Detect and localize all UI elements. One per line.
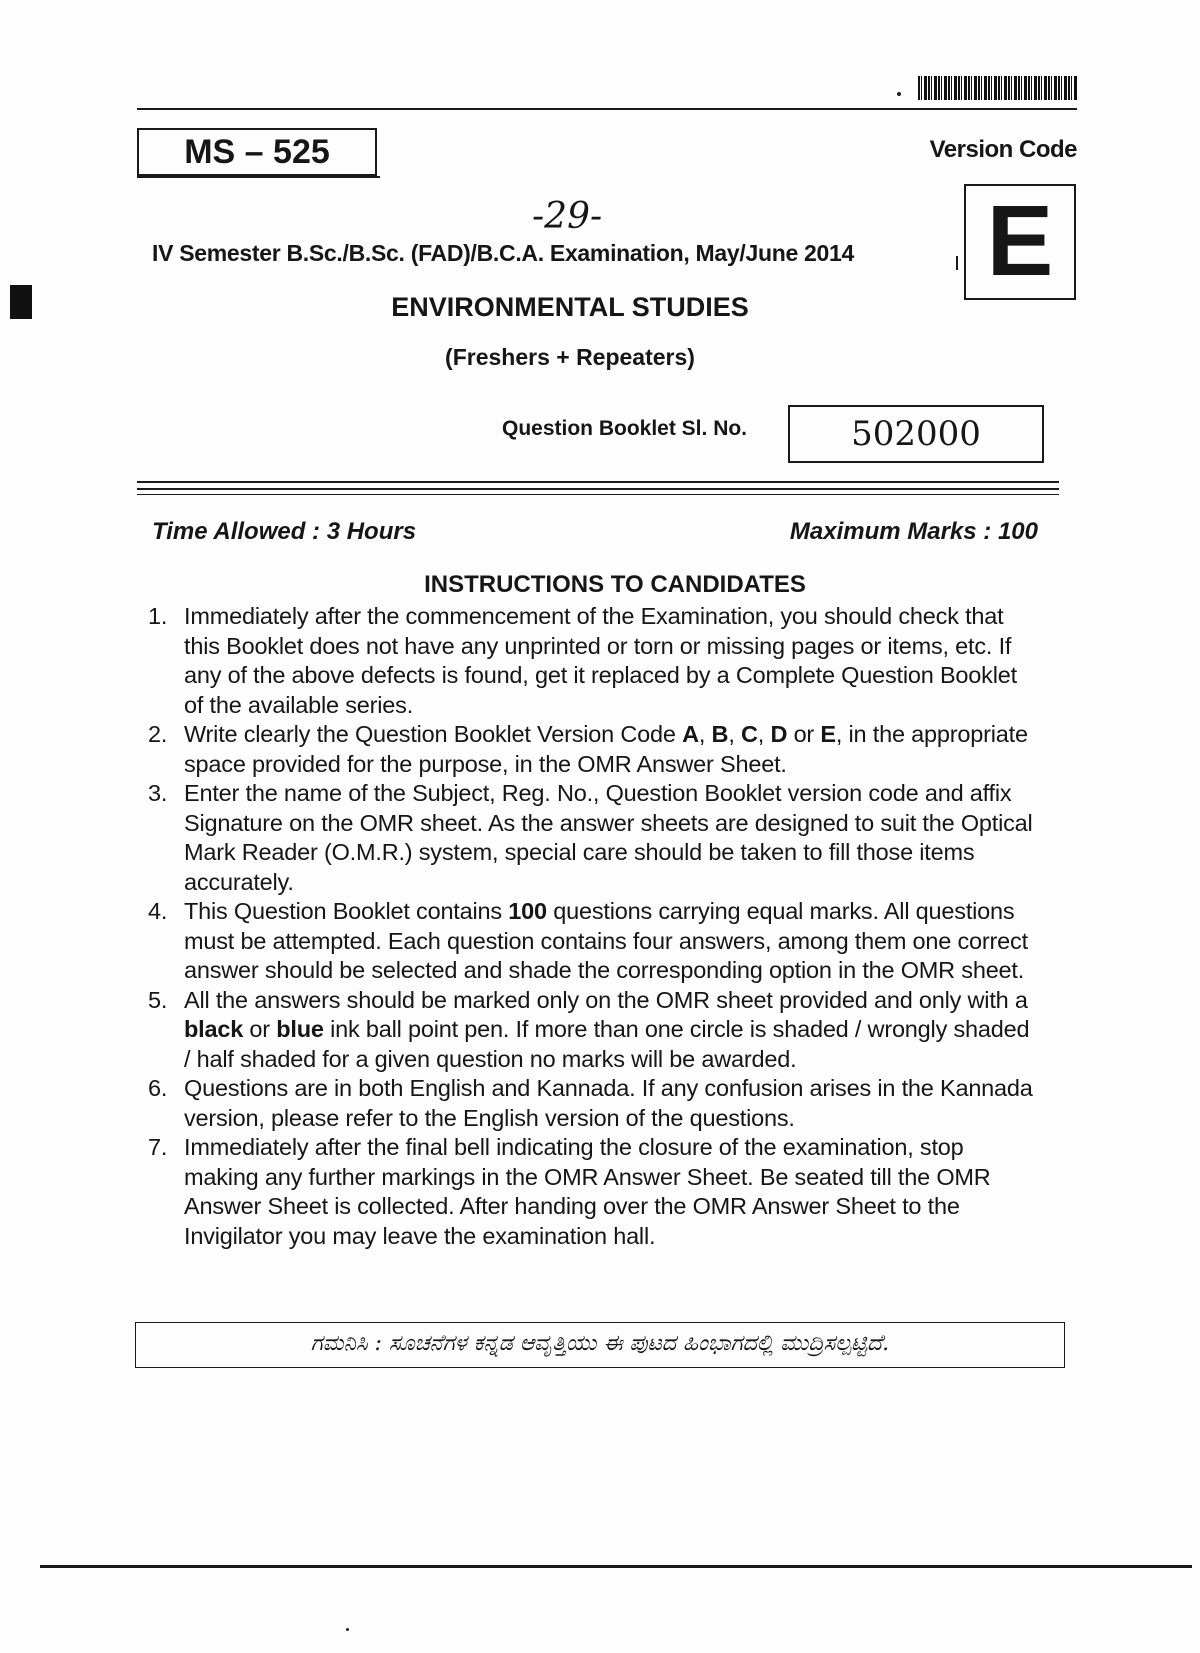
double-rule-bottom: [137, 488, 1059, 490]
instruction-item: [140, 897, 1040, 986]
ink-blue: blue: [276, 1016, 324, 1042]
version-option-d: D: [770, 721, 788, 747]
version-code-box: [964, 184, 1076, 300]
version-code-label: Version Code: [929, 136, 1077, 163]
question-count: 100: [508, 898, 547, 924]
paper-code-underline: [137, 176, 380, 178]
instruction-text: Questions are in both English and Kannada. If any confusion arises in the Kannada version, please refer to the English version of the questions.: [184, 1075, 1033, 1131]
double-rule-third: [137, 494, 1059, 495]
instruction-number: 2.: [148, 721, 168, 747]
version-option-b: B: [711, 721, 729, 747]
scan-dot: [897, 92, 901, 96]
paper-code-box: [137, 128, 377, 176]
instruction-number: 5.: [148, 986, 168, 1013]
instruction-text: ink ball point pen. If more than one circle is shaded / wrongly shaded / half shaded for a given question no marks will be awarded.: [184, 1016, 1030, 1072]
maximum-marks: Maximum Marks : 100: [789, 518, 1038, 545]
instruction-text: Enter the name of the Subject, Reg. No., Question Booklet version code and affix Signature on the OMR sheet. As the answer sheets are designed to suit the Optical Mark Reader (O.M.R.) system, special care should be taken to fill those items accurately.: [184, 780, 1033, 895]
paper-code: MS – 525: [184, 133, 330, 171]
scan-dot-bottom: [346, 1628, 349, 1631]
instruction-text: All the answers should be marked only on the OMR sheet provided and only with a: [184, 986, 1028, 1013]
bottom-rule: [40, 1565, 1192, 1568]
instructions-list: [140, 602, 1040, 1251]
double-rule-top: [137, 481, 1059, 483]
instruction-text: or: [243, 1016, 277, 1042]
instruction-number: 6.: [148, 1075, 168, 1101]
instruction-number: 7.: [148, 1134, 168, 1160]
top-rule: [137, 108, 1077, 110]
handwritten-page-number: -29-: [532, 196, 603, 237]
version-option-e: E: [820, 721, 836, 747]
instruction-text: questions carrying equal marks. All questions must be attempted. Each question contains four answers, among them one correct answer should be selected and shade the corresponding option in the OMR sheet.: [184, 898, 1028, 983]
instruction-number: 4.: [148, 898, 168, 924]
instruction-item: [140, 1133, 1040, 1251]
version-box-bracket: [956, 256, 958, 270]
kannada-note-box: [135, 1322, 1065, 1368]
booklet-serial-number: 502000: [851, 414, 981, 454]
exam-title: IV Semester B.Sc./B.Sc. (FAD)/B.C.A. Examination, May/June 2014: [152, 240, 855, 266]
instruction-item: [140, 720, 1040, 779]
instruction-text: , in the appropriate space provided for the purpose, in the OMR Answer Sheet.: [184, 721, 1028, 777]
version-option-a: A: [682, 721, 699, 747]
booklet-serial-box: [788, 405, 1044, 463]
instruction-item: [140, 779, 1040, 897]
version-code: E: [986, 185, 1054, 297]
instructions-heading: INSTRUCTIONS TO CANDIDATES: [424, 571, 806, 598]
instruction-text: Write clearly the Question Booklet Version Code: [184, 721, 683, 747]
candidate-type: (Freshers + Repeaters): [445, 344, 695, 370]
instruction-number: 3.: [148, 780, 168, 806]
instruction-text: This Question Booklet contains: [184, 898, 509, 924]
instruction-item: [140, 986, 1040, 1075]
separator: ,: [728, 721, 741, 747]
subject-title: ENVIRONMENTAL STUDIES: [391, 292, 749, 322]
instruction-item: [140, 602, 1040, 720]
instruction-item: [140, 1074, 1040, 1133]
time-allowed: Time Allowed : 3 Hours: [152, 518, 417, 545]
booklet-serial-label: Question Booklet Sl. No.: [502, 417, 748, 440]
separator: or: [787, 721, 821, 747]
version-option-c: C: [741, 721, 758, 747]
instruction-text: Immediately after the commencement of the Examination, you should check that this Booklet does not have any unprinted or torn or missing pages or items, etc. If any of the above defects is found, get it replaced by a Complete Question Booklet of the available series.: [184, 603, 1017, 718]
instruction-number: 1.: [148, 603, 168, 629]
barcode: [918, 76, 1078, 100]
instruction-text: Immediately after the final bell indicating the closure of the examination, stop making any further markings in the OMR Answer Sheet. Be seated till the OMR Answer Sheet is collected. After handing over the OMR Answer Sheet to the Invigilator you may leave the examination hall.: [184, 1134, 991, 1249]
ink-black: black: [184, 1016, 244, 1042]
kannada-note: ಗಮನಿಸಿ : ಸೂಚನೆಗಳ ಕನ್ನಡ ಆವೃತ್ತಿಯು ಈ ಪುಟದ ಹಿಂಭಾಗದಲ್ಲಿ ಮುದ್ರಿಸಲ್ಪಟ್ಟಿದೆ.: [310, 1331, 890, 1356]
separator: ,: [698, 721, 712, 747]
separator: ,: [757, 721, 771, 747]
